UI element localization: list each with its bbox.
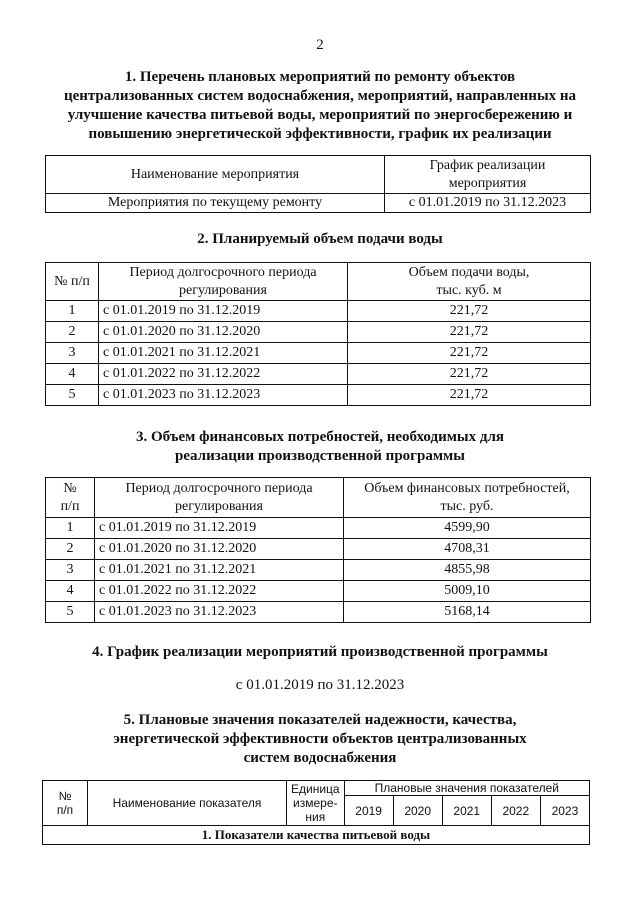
table-row bbox=[46, 602, 591, 623]
col-period-line1: Период долгосрочного периода bbox=[129, 264, 317, 280]
row-period: с 01.01.2020 по 31.12.2020 bbox=[95, 539, 344, 560]
col-schedule-line2: мероприятия bbox=[448, 175, 527, 191]
row-value: 4708,31 bbox=[344, 539, 591, 560]
row-num: 2 bbox=[46, 322, 99, 343]
table-row bbox=[46, 343, 591, 364]
row-value: 4599,90 bbox=[344, 518, 591, 539]
col-financial bbox=[344, 478, 591, 518]
table-header-row bbox=[46, 478, 591, 518]
row-value: 221,72 bbox=[348, 385, 591, 406]
row-num: 5 bbox=[46, 385, 99, 406]
table-header-row bbox=[46, 263, 591, 301]
section5-title-line: энергетической эффективности объектов централизованных bbox=[113, 731, 527, 747]
section3-title-line: 3. Объем финансовых потребностей, необходимых для bbox=[135, 429, 505, 445]
col-num-line1: № bbox=[63, 480, 77, 496]
section3-title-line: реализации производственной программы bbox=[175, 448, 465, 464]
activities-table bbox=[45, 155, 591, 213]
row-num: 3 bbox=[46, 560, 95, 581]
table-row bbox=[46, 560, 591, 581]
row-period: с 01.01.2022 по 31.12.2022 bbox=[95, 581, 344, 602]
col-year: 2021 bbox=[442, 796, 491, 826]
table-row bbox=[46, 518, 591, 539]
col-unit-line1: Единица bbox=[291, 782, 340, 796]
table-row bbox=[46, 194, 591, 213]
col-period-line2: регулирования bbox=[179, 282, 267, 298]
row-num: 4 bbox=[46, 364, 99, 385]
table-header-row bbox=[46, 156, 591, 194]
col-num bbox=[43, 781, 88, 826]
row-period: с 01.01.2021 по 31.12.2021 bbox=[95, 560, 344, 581]
row-value: 221,72 bbox=[348, 343, 591, 364]
subsection-heading: 1. Показатели качества питьевой воды bbox=[43, 826, 590, 845]
row-value: 5009,10 bbox=[344, 581, 591, 602]
row-period: с 01.01.2022 по 31.12.2022 bbox=[99, 364, 348, 385]
table-row bbox=[46, 364, 591, 385]
col-volume-line1: Объем подачи воды, bbox=[408, 264, 530, 280]
section4-period: с 01.01.2019 по 31.12.2023 bbox=[235, 677, 405, 693]
col-num-line2: п/п bbox=[60, 498, 80, 514]
col-volume bbox=[348, 263, 591, 301]
col-num: № п/п bbox=[46, 263, 99, 301]
row-value: 5168,14 bbox=[344, 602, 591, 623]
section5-title-line: систем водоснабжения bbox=[243, 750, 397, 766]
col-schedule-line1: График реализации bbox=[429, 157, 546, 173]
section1-title-line: централизованных систем водоснабжения, мероприятий, направленных на bbox=[63, 88, 577, 104]
row-value: 4855,98 bbox=[344, 560, 591, 581]
row-num: 4 bbox=[46, 581, 95, 602]
col-period-line2: регулирования bbox=[175, 498, 263, 514]
row-period: с 01.01.2019 по 31.12.2019 bbox=[95, 518, 344, 539]
section1-title-line: улучшение качества питьевой воды, мероприятий по энергосбережению и bbox=[67, 107, 573, 123]
col-period-line1: Период долгосрочного периода bbox=[125, 480, 313, 496]
col-year: 2020 bbox=[393, 796, 442, 826]
page-number: 2 bbox=[316, 37, 324, 53]
col-financial-line2: тыс. руб. bbox=[440, 498, 494, 514]
table-header-row bbox=[43, 781, 590, 796]
table-row bbox=[46, 581, 591, 602]
table-row bbox=[46, 385, 591, 406]
table-row bbox=[46, 322, 591, 343]
col-num-line1: № bbox=[58, 789, 72, 803]
row-num: 3 bbox=[46, 343, 99, 364]
col-unit bbox=[287, 781, 345, 826]
section2-title: 2. Планируемый объем подачи воды bbox=[197, 231, 443, 247]
table-row bbox=[43, 826, 590, 845]
col-year: 2022 bbox=[491, 796, 540, 826]
section3-title bbox=[40, 428, 600, 466]
col-year: 2019 bbox=[344, 796, 393, 826]
row-period: с 01.01.2021 по 31.12.2021 bbox=[99, 343, 348, 364]
col-financial-line1: Объем финансовых потребностей, bbox=[364, 480, 570, 496]
table-row bbox=[46, 539, 591, 560]
row-num: 1 bbox=[46, 301, 99, 322]
activity-schedule-cell: с 01.01.2019 по 31.12.2023 bbox=[385, 194, 591, 213]
row-period: с 01.01.2023 по 31.12.2023 bbox=[99, 385, 348, 406]
financial-needs-table bbox=[45, 477, 591, 623]
row-value: 221,72 bbox=[348, 364, 591, 385]
row-num: 5 bbox=[46, 602, 95, 623]
col-year: 2023 bbox=[540, 796, 589, 826]
col-planned-values: Плановые значения показателей bbox=[344, 781, 589, 796]
col-num-line2: п/п bbox=[56, 803, 74, 817]
col-indicator-name: Наименование показателя bbox=[88, 781, 287, 826]
indicators-table bbox=[42, 780, 590, 845]
row-num: 2 bbox=[46, 539, 95, 560]
row-value: 221,72 bbox=[348, 322, 591, 343]
row-value: 221,72 bbox=[348, 301, 591, 322]
section1-title-line: 1. Перечень плановых мероприятий по ремонту объектов bbox=[124, 69, 516, 85]
row-period: с 01.01.2023 по 31.12.2023 bbox=[95, 602, 344, 623]
row-num: 1 bbox=[46, 518, 95, 539]
col-activity-name: Наименование мероприятия bbox=[46, 156, 385, 194]
col-volume-line2: тыс. куб. м bbox=[436, 282, 502, 298]
col-schedule bbox=[385, 156, 591, 194]
col-period bbox=[99, 263, 348, 301]
section5-title-line: 5. Плановые значения показателей надежности, качества, bbox=[123, 712, 517, 728]
row-period: с 01.01.2019 по 31.12.2019 bbox=[99, 301, 348, 322]
row-period: с 01.01.2020 по 31.12.2020 bbox=[99, 322, 348, 343]
col-num bbox=[46, 478, 95, 518]
activity-name-cell: Мероприятия по текущему ремонту bbox=[46, 194, 385, 213]
section4-title: 4. График реализации мероприятий производственной программы bbox=[92, 644, 548, 660]
col-period bbox=[95, 478, 344, 518]
section1-title-line: повышению энергетической эффективности, график их реализации bbox=[88, 126, 552, 142]
col-unit-line2: измере- bbox=[293, 796, 338, 810]
col-unit-line3: ния bbox=[305, 810, 326, 824]
section1-title bbox=[40, 68, 600, 144]
water-volume-table bbox=[45, 262, 591, 406]
table-row bbox=[46, 301, 591, 322]
section5-title bbox=[40, 711, 600, 768]
